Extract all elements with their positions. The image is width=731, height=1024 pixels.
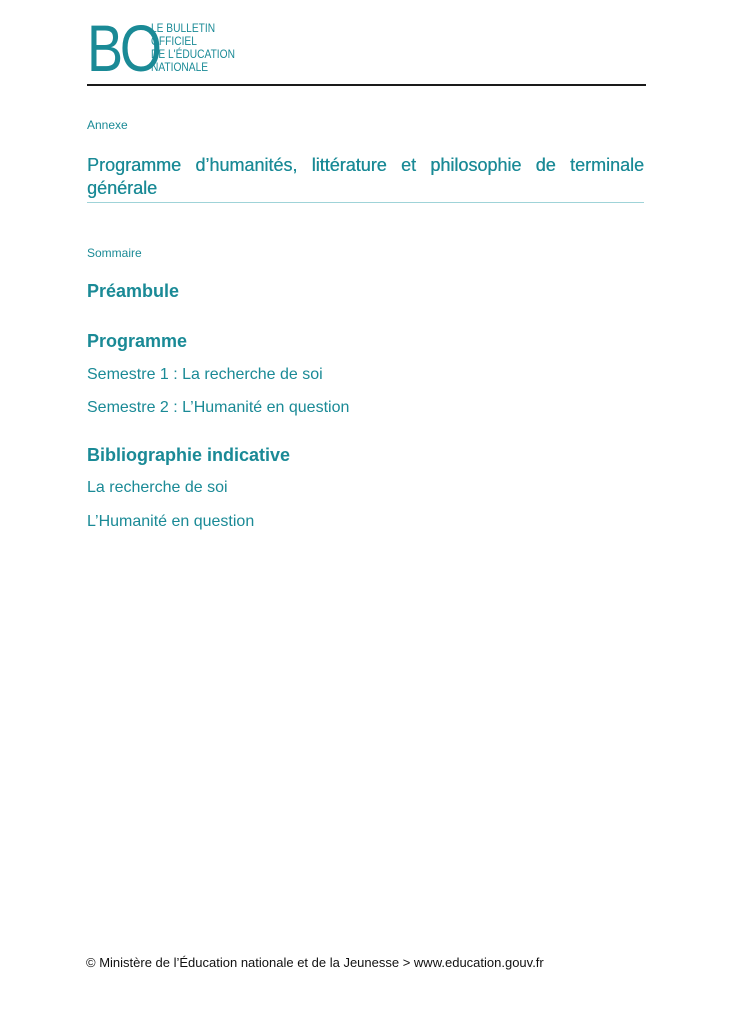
bo-logo-text xyxy=(151,20,235,74)
annexe-label: Annexe xyxy=(87,118,128,132)
logo-line-2: OFFICIEL xyxy=(151,34,197,48)
toc-link-semestre-1[interactable]: Semestre 1 : La recherche de soi xyxy=(87,366,323,383)
sommaire-label: Sommaire xyxy=(87,246,142,260)
logo-line-3: DE L'ÉDUCATION xyxy=(151,47,235,61)
page-footer: © Ministère de l’Éducation nationale et de la Jeunesse > www.education.gouv.fr xyxy=(86,955,544,970)
toc-link-programme[interactable]: Programme xyxy=(87,331,188,351)
toc-link-bibliographie[interactable]: Bibliographie indicative xyxy=(87,445,291,465)
page-header xyxy=(87,11,646,86)
bo-logo-mark: BO xyxy=(87,11,159,85)
logo-line-1: LE BULLETIN xyxy=(151,21,216,35)
toc-link-preambule[interactable]: Préambule xyxy=(87,281,180,301)
toc-link-semestre-2[interactable]: Semestre 2 : L’Humanité en question xyxy=(87,399,350,416)
table-of-contents xyxy=(87,280,644,532)
toc-link-biblio-recherche-de-soi[interactable]: La recherche de soi xyxy=(87,479,228,496)
document-title: Programme d’humanités, littérature et philosophie de terminale générale xyxy=(87,154,644,203)
bo-logo xyxy=(87,11,250,85)
logo-line-4: NATIONALE xyxy=(151,60,209,74)
toc-link-biblio-humanite[interactable]: L’Humanité en question xyxy=(87,513,255,530)
